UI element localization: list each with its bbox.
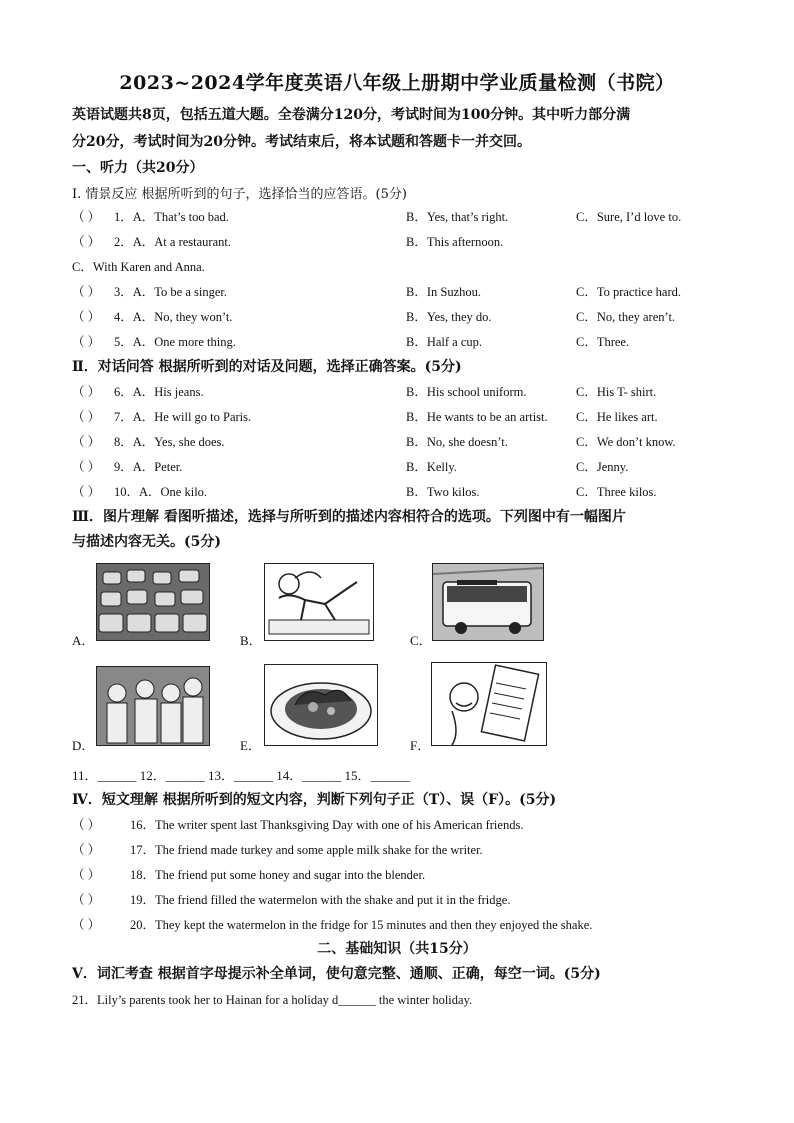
intro-line-1: 英语试题共8页，包括五道大题。全卷满分120分，考试时间为100分钟。其中听力部分满 <box>72 107 631 123</box>
picture-label-c: C． <box>410 633 432 648</box>
bus-picture <box>432 563 544 641</box>
part-2-instruction: Ⅱ．对话问答 根据所听到的对话及问题，选择正确答案。(5分) <box>72 359 462 375</box>
picture-label-d: D． <box>72 738 95 753</box>
page-title: 2023~2024学年度英语八年级上册期中学业质量检测（书院） <box>119 72 675 94</box>
section-2-heading: 二、基础知识（共15分） <box>317 941 477 957</box>
picture-label-f: F． <box>410 738 431 753</box>
picture-label-a: A． <box>72 633 95 648</box>
man-relaxing-picture <box>264 563 374 641</box>
part-3-instruction-line-2: 与描述内容无关。(5分) <box>72 534 221 550</box>
part-3-instruction-line-1: Ⅲ．图片理解 看图听描述，选择与所听到的描述内容相符合的选项。下列图中有一幅图片 <box>72 509 626 525</box>
picture-answer-blanks: 11．______ 12．______ 13．______ 14．______ 15．______ <box>72 768 410 783</box>
part-5-instruction: Ⅴ．词汇考查 根据首字母提示补全单词，使句意完整、通顺、正确，每空一词。(5分) <box>72 966 601 982</box>
people-group-picture <box>96 666 210 746</box>
report-card-picture <box>431 662 547 746</box>
part-1-instruction: Ⅰ. 情景反应 根据所听到的句子，选择恰当的应答语。(5分) <box>72 187 407 202</box>
picture-label-e: E． <box>240 738 261 753</box>
picture-label-b: B． <box>240 633 262 648</box>
part-4-instruction: Ⅳ．短文理解 根据所听到的短文内容，判断下列句子正（T）、误（F）。(5分) <box>72 792 557 808</box>
intro-line-2: 分20分，考试时间为20分钟。考试结束后，将本试题和答题卡一并交回。 <box>72 134 531 150</box>
section-1-heading: 一、听力（共20分） <box>72 160 204 176</box>
food-plate-picture <box>264 664 378 746</box>
traffic-jam-picture <box>96 563 210 641</box>
